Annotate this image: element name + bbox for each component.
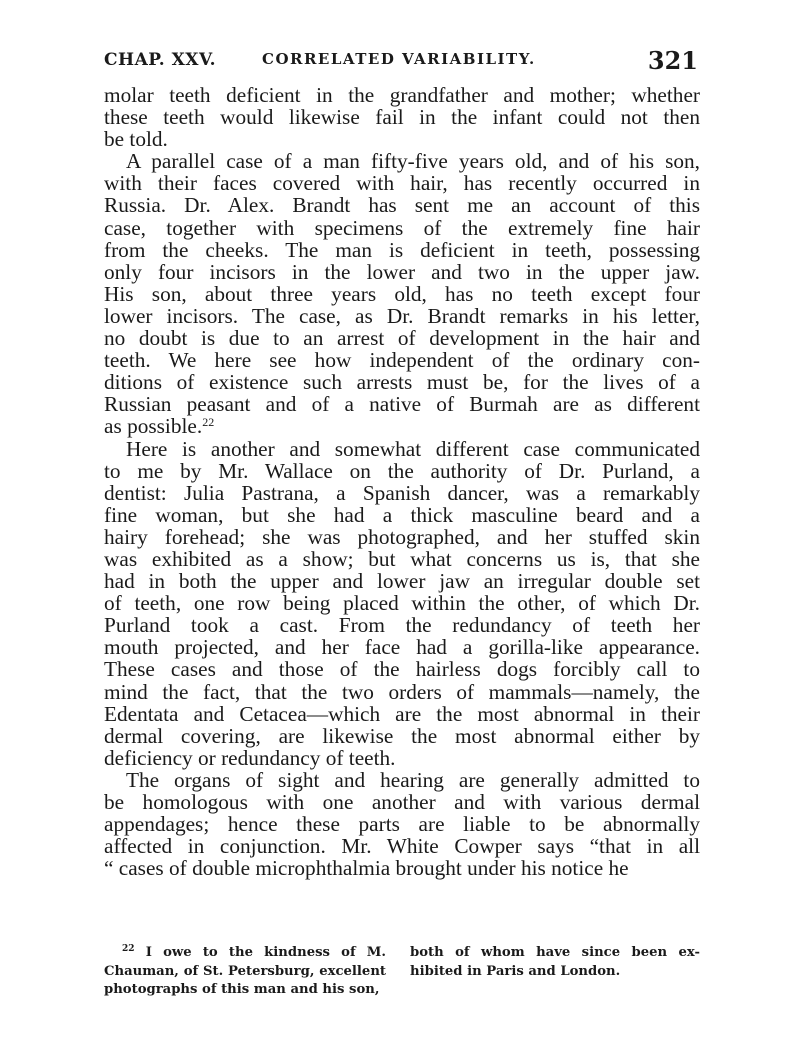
text-line: Purland took a cast. From the redundancy of teeth her [104, 613, 700, 638]
text-line: dentist: Julia Pastrana, a Spanish dancer, was a remarkably [104, 480, 700, 505]
text-line: fine woman, but she had a thick masculine beard and a [104, 502, 700, 527]
footnote-reference: 22 [202, 415, 215, 430]
text-line: ditions of existence such arrests must be, for the lives of a [104, 370, 700, 395]
text-line: His son, about three years old, has no teeth except four [104, 281, 700, 306]
footnote-line: Chauman, of St. Petersburg, excellent [104, 963, 386, 979]
text-line: from the cheeks. The man is deficient in teeth, possessing [104, 237, 700, 262]
text-line: case, together with specimens of the extremely fine hair [104, 215, 700, 240]
text-line: only four incisors in the lower and two in the upper jaw. [104, 259, 700, 284]
paragraph [104, 769, 700, 879]
paragraph [104, 150, 700, 437]
text-line: be told. [104, 127, 168, 152]
text-line: deficiency or redundancy of teeth. [104, 745, 396, 770]
text-line: appendages; hence these parts are liable to be abnormally [104, 812, 700, 837]
text-line: Russia. Dr. Alex. Brandt has sent me an account of this [104, 193, 700, 218]
text-line: affected in conjunction. Mr. White Cowper says “that in all [104, 834, 700, 859]
text-line: no doubt is due to an arrest of development in the hair and [104, 326, 700, 351]
text-line: these teeth would likewise fail in the infant could not then [104, 105, 700, 130]
footnote-line: hibited in Paris and London. [410, 963, 621, 979]
footnote-left-column [104, 944, 386, 1000]
text-line: had in both the upper and lower jaw an irregular double set [104, 569, 700, 594]
text-line: with their faces covered with hair, has recently occurred in [104, 171, 700, 196]
text-line: of teeth, one row being placed within the other, of which Dr. [104, 591, 700, 616]
footnote-line [104, 944, 386, 963]
text-line: mouth projected, and her face had a gorilla-like appearance. [104, 635, 700, 660]
text-line: Edentata and Cetacea—which are the most abnormal in their [104, 701, 700, 726]
text-line: Russian peasant and of a native of Burmah are as different [104, 392, 700, 417]
text-line: as possible.$^{22}$ [104, 414, 215, 439]
footnote-line: photographs of this man and his son, [104, 982, 380, 997]
footnote [104, 944, 700, 1004]
paragraph [104, 84, 700, 150]
running-title: CORRELATED VARIABILITY. [262, 50, 536, 68]
footnote-text: I owe to the kindness of M. [134, 945, 386, 960]
text-line: was exhibited as a show; but what concerns us is, that she [104, 546, 700, 571]
text-line: to me by Mr. Wallace on the authority of Dr. Purland, a [104, 458, 700, 483]
text-line: hairy forehead; she was photographed, and her stuffed skin [104, 524, 700, 549]
text-line: molar teeth deficient in the grandfather and mother; whether [104, 83, 700, 107]
text-line: be homologous with one another and with various dermal [104, 790, 700, 814]
text-line: “ cases of double microphthalmia brought under his notice he [104, 856, 629, 881]
body-text [104, 84, 700, 879]
chapter-label: CHAP. XXV. [104, 50, 217, 70]
text-line: teeth. We here see how independent of the ordinary con- [104, 348, 700, 373]
paragraph [104, 438, 700, 769]
text-line: mind the fact, that the two orders of mammals—namely, the [104, 679, 700, 704]
text-line: lower incisors. The case, as Dr. Brandt remarks in his letter, [104, 303, 700, 328]
footnote-right-column [410, 944, 700, 981]
text-line: The organs of sight and hearing are generally admitted to [126, 767, 700, 792]
text-line: Here is another and somewhat different case communicated [126, 436, 700, 461]
footnote-mark: 22 [122, 944, 135, 954]
text-line: A parallel case of a man fifty-five years old, and of his son, [126, 149, 700, 174]
page-number: 321 [647, 46, 698, 75]
footnote-line: both of whom have since been ex- [410, 945, 700, 960]
text-line: dermal covering, are likewise the most abnormal either by [104, 723, 700, 748]
running-header [104, 46, 698, 76]
text-line: These cases and those of the hairless dogs forcibly call to [104, 657, 700, 682]
